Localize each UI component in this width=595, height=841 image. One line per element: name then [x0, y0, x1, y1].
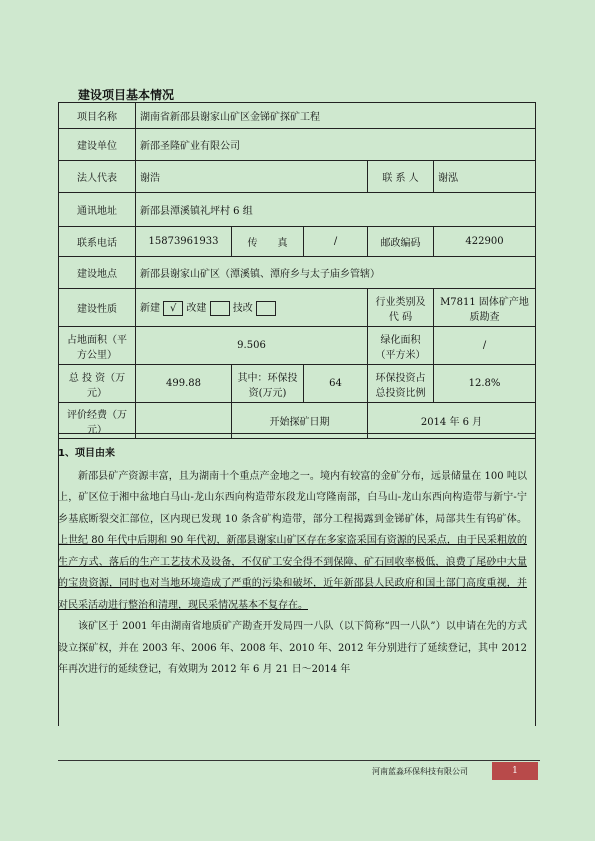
nature-tech-label: 技改 — [232, 303, 253, 314]
fax-value: / — [304, 227, 368, 257]
phone-value: 15873961933 — [136, 227, 232, 257]
nature-new-checkbox[interactable]: √ — [163, 301, 183, 316]
area-label: 占地面积（平方公里） — [59, 327, 136, 365]
location-value: 新邵县谢家山矿区（潭溪镇、潭府乡与太子庙乡管辖） — [136, 257, 536, 289]
ratio-label: 环保投资占总投资比例 — [368, 365, 434, 403]
phone-label: 联系电话 — [59, 227, 136, 257]
address-label: 通讯地址 — [59, 193, 136, 227]
nature-rebuild-checkbox[interactable] — [210, 301, 230, 316]
start-value: 2014 年 6 月 — [368, 403, 536, 439]
green-label: 绿化面积（平方米） — [368, 327, 434, 365]
industry-label: 行业类别及 代 码 — [368, 289, 434, 327]
paragraph-2: 该矿区于 2001 年由湖南省地质矿产勘查开发局四一八队（以下简称“四一八队”）以申请在先的方式设立探矿权，并在 2003 年、2006 年、2008 年、2010 年、2012 年分别进行了延续登记，其中 2012 年再次进行的延续登记，有效期为 2012 年 6 月 21 日～2014 年 — [58, 621, 527, 675]
project-name-value: 湖南省新邵县谢家山矿区金锑矿探矿工程 — [136, 103, 536, 129]
nature-options — [136, 289, 368, 327]
section-heading: 1、项目由来 — [58, 448, 115, 459]
env-invest-value: 64 — [304, 365, 368, 403]
industry-value: M7811 固体矿产地质勘查 — [434, 289, 536, 327]
address-value: 新邵县潭溪镇礼坪村 6 组 — [136, 193, 536, 227]
paragraph-1-underlined: 上世纪 80 年代中后期和 90 年代初，新邵县谢家山矿区存在多家盗采国有资源的民采点，由于民采粗放的生产方式、落后的生产工艺技术及设备，不仅矿工安全得不到保障、矿石回收率极低，浪费了尾砂中大量的宝贵资源，同时也对当地环境造成了严重的污染和破坏，近年新邵县人民政府和国土部门高度重视，并对民采活动进行整治和清理，现民采情况基本不复存在。 — [58, 535, 527, 611]
project-origin-section — [58, 443, 527, 681]
fax-label: 传 真 — [232, 227, 304, 257]
paragraph-1-plain: 新邵县矿产资源丰富，且为湖南十个重点产金地之一。境内有较富的金矿分布，远景储量在 100 吨以上，矿区位于湘中盆地白马山-龙山东西向构造带东段龙山穹隆南部，白马山-龙山东西向构造带与新宁-宁乡基底断裂交汇部位，区内现已发现 10 条含矿构造带，部分工程揭露到金锑矿体，局部共生有钨矿体。 — [58, 470, 527, 525]
legal-value: 谢浩 — [136, 161, 368, 193]
builder-value: 新邵圣隆矿业有限公司 — [136, 129, 536, 161]
invest-label: 总 投 资（万 元） — [59, 365, 136, 403]
nature-new-label: 新建 — [140, 303, 160, 314]
green-value: / — [434, 327, 536, 365]
project-name-label: 项目名称 — [59, 103, 136, 129]
page-number: 1 — [492, 762, 538, 780]
invest-value: 499.88 — [136, 365, 232, 403]
contact-value: 谢泓 — [434, 161, 536, 193]
footer-company: 河南蓝淼环保科技有限公司 — [372, 767, 468, 776]
info-table — [58, 102, 536, 439]
contact-label: 联 系 人 — [368, 161, 434, 193]
postcode-value: 422900 — [434, 227, 536, 257]
paragraph-1 — [58, 466, 527, 617]
area-value: 9.506 — [136, 327, 368, 365]
nature-tech-checkbox[interactable] — [256, 301, 276, 316]
builder-label: 建设单位 — [59, 129, 136, 161]
env-invest-label: 其中：环保投资(万元) — [232, 365, 304, 403]
ratio-value: 12.8% — [434, 365, 536, 403]
footer-rule — [58, 760, 540, 761]
legal-label: 法人代表 — [59, 161, 136, 193]
page-title: 建设项目基本情况 — [78, 88, 175, 102]
start-label: 开始探矿日期 — [232, 403, 368, 439]
postcode-label: 邮政编码 — [368, 227, 434, 257]
eval-label: 评价经费（万 元） — [59, 403, 136, 439]
nature-label: 建设性质 — [59, 289, 136, 327]
location-label: 建设地点 — [59, 257, 136, 289]
nature-rebuild-label: 改建 — [186, 303, 207, 314]
